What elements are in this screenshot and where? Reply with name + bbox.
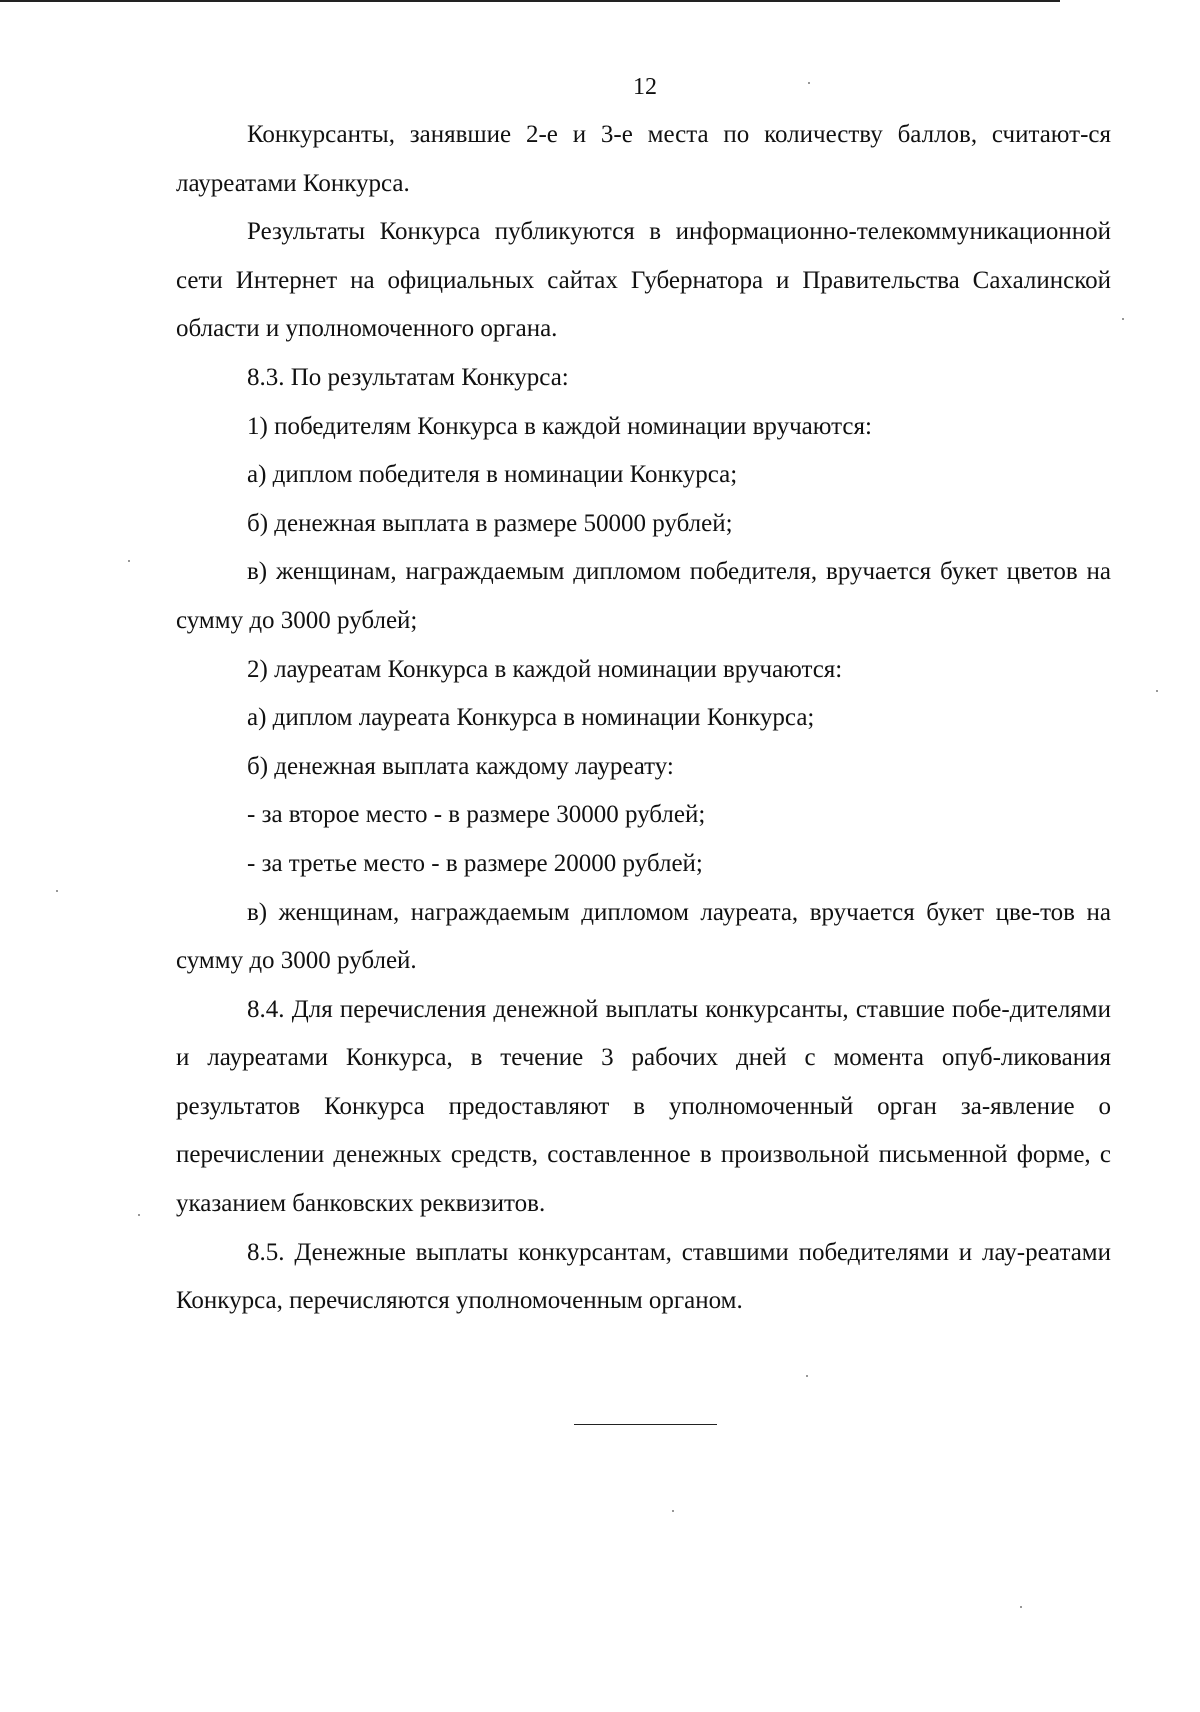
paragraph-section-8-5: 8.5. Денежные выплаты конкурсантам, ставшими победителями и лау-реатами Конкурса, перечисляются уполномоченным органом. <box>176 1238 1111 1315</box>
paragraph-laureates-awards: 2) лауреатам Конкурса в каждой номинации вручаются: <box>247 655 843 683</box>
top-edge-line <box>0 0 1060 2</box>
paragraph-laureates-definition: Конкурсанты, занявшие 2-е и 3-е места по количеству баллов, считают-ся лауреатами Конкурса. <box>176 121 1111 197</box>
scan-speck <box>1122 318 1124 320</box>
scan-speck <box>128 560 130 562</box>
scan-speck <box>1020 1606 1022 1608</box>
scan-speck <box>1156 690 1158 692</box>
paragraph-winner-diploma: а) диплом победителя в номинации Конкурса; <box>247 461 738 489</box>
paragraph-section-8-3: 8.3. По результатам Конкурса: <box>247 363 569 391</box>
paragraph-second-place: - за второе место - в размере 30000 рублей; <box>247 801 706 829</box>
paragraph-winner-flowers: в) женщинам, награждаемым дипломом победителя, вручается букет цветов на сумму до 3000 рублей; <box>176 558 1111 634</box>
scan-speck <box>808 82 810 84</box>
scan-speck <box>138 1214 140 1216</box>
paragraph-laureate-payment: б) денежная выплата каждому лауреату: <box>247 752 674 780</box>
document-body <box>176 111 1111 1326</box>
paragraph-winners-awards: 1) победителям Конкурса в каждой номинации вручаются: <box>247 412 872 440</box>
paragraph-laureate-diploma: а) диплом лауреата Конкурса в номинации Конкурса; <box>247 704 815 732</box>
paragraph-section-8-4: 8.4. Для перечисления денежной выплаты конкурсанты, ставшие побе-дителями и лауреатами Конкурса, в течение 3 рабочих дней с момента опуб-ликования результатов Конкурса предоставляют в уполномоченный орган за-явление о перечислении денежных средств, составленное в произвольной письменной форме, с указанием банковских реквизитов. <box>176 995 1111 1218</box>
paragraph-laureate-flowers: в) женщинам, награждаемым дипломом лауреата, вручается букет цве-тов на сумму до 3000 рублей. <box>176 898 1111 975</box>
paragraph-third-place: - за третье место - в размере 20000 рублей; <box>247 849 703 877</box>
end-of-text-line <box>574 1424 717 1425</box>
scan-speck <box>672 1510 674 1512</box>
scan-speck <box>806 1375 808 1377</box>
paragraph-results-publication: Результаты Конкурса публикуются в информационно-телекоммуникационной сети Интернет на официальных сайтах Губернатора и Правительства Сахалинской области и уполномоченного органа. <box>176 218 1111 343</box>
paragraph-winner-payment: б) денежная выплата в размере 50000 рублей; <box>247 509 733 537</box>
scan-speck <box>56 890 58 892</box>
page-number: 12 <box>633 74 657 100</box>
